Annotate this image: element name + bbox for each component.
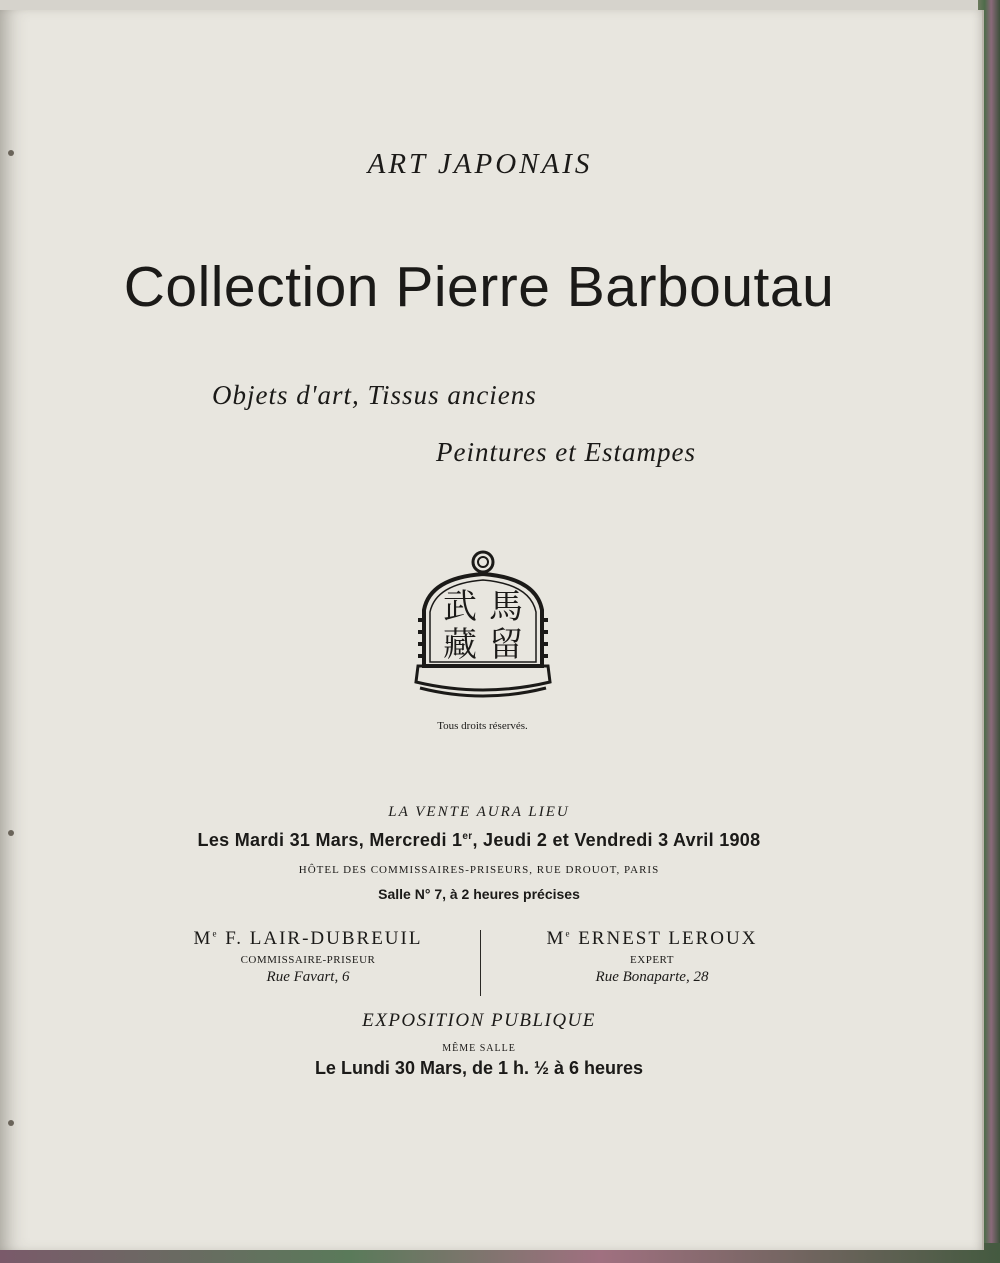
- sale-dates: [0, 830, 958, 851]
- seal-stamp-icon: [410, 548, 556, 704]
- exposition-room: MÊME SALLE: [442, 1043, 516, 1054]
- exposition-heading: EXPOSITION PUBLIQUE: [362, 1010, 596, 1031]
- rights-notice: Tous droits réservés.: [437, 720, 528, 732]
- expert-name: [502, 928, 802, 950]
- honorific-sup: e: [212, 928, 219, 939]
- seal-glyph: 馬: [489, 587, 523, 627]
- auctioneer-name-text: F. LAIR-DUBREUIL: [218, 928, 423, 949]
- expert-role: EXPERT: [630, 954, 674, 966]
- seal-glyph: 藏: [443, 625, 477, 665]
- honorific: M: [546, 928, 566, 949]
- sale-dates-text: Les Mardi 31 Mars, Mercredi 1: [197, 830, 463, 850]
- auctioneer-role: COMMISSAIRE-PRISEUR: [240, 954, 376, 966]
- column-divider: [480, 930, 481, 996]
- honorific: M: [193, 928, 213, 949]
- title-page: [0, 10, 984, 1250]
- expert-name-text: ERNEST LEROUX: [571, 928, 758, 949]
- sale-heading: LA VENTE AURA LIEU: [388, 804, 570, 820]
- sale-venue: HÔTEL DES COMMISSAIRES-PRISEURS, RUE DROUOT, PARIS: [298, 864, 660, 876]
- sale-dates-text: , Jeudi 2 et Vendredi 3 Avril 1908: [472, 830, 761, 850]
- subtitle-line-1: Objets d'art, Tissus anciens: [212, 380, 537, 410]
- page-title: Collection Pierre Barboutau: [123, 255, 835, 319]
- subtitle-line-2: Peintures et Estampes: [436, 437, 696, 467]
- auctioneer-block: [158, 928, 458, 986]
- honorific-sup: e: [565, 928, 572, 939]
- seal-glyph: 武: [443, 587, 477, 627]
- auctioneer-name: [158, 928, 458, 950]
- expert-block: [502, 928, 802, 986]
- sale-room: Salle N° 7, à 2 heures précises: [378, 886, 580, 902]
- sale-dates-ordinal: er: [462, 831, 473, 842]
- exposition-date: Le Lundi 30 Mars, de 1 h. ½ à 6 heures: [314, 1058, 644, 1078]
- expert-address: Rue Bonaparte, 28: [595, 969, 709, 985]
- catalogue-kicker: ART JAPONAIS: [367, 148, 593, 180]
- auctioneer-address: Rue Favart, 6: [266, 969, 350, 985]
- seal-glyph: 留: [489, 625, 523, 665]
- binding-thread-mark: [8, 1120, 14, 1126]
